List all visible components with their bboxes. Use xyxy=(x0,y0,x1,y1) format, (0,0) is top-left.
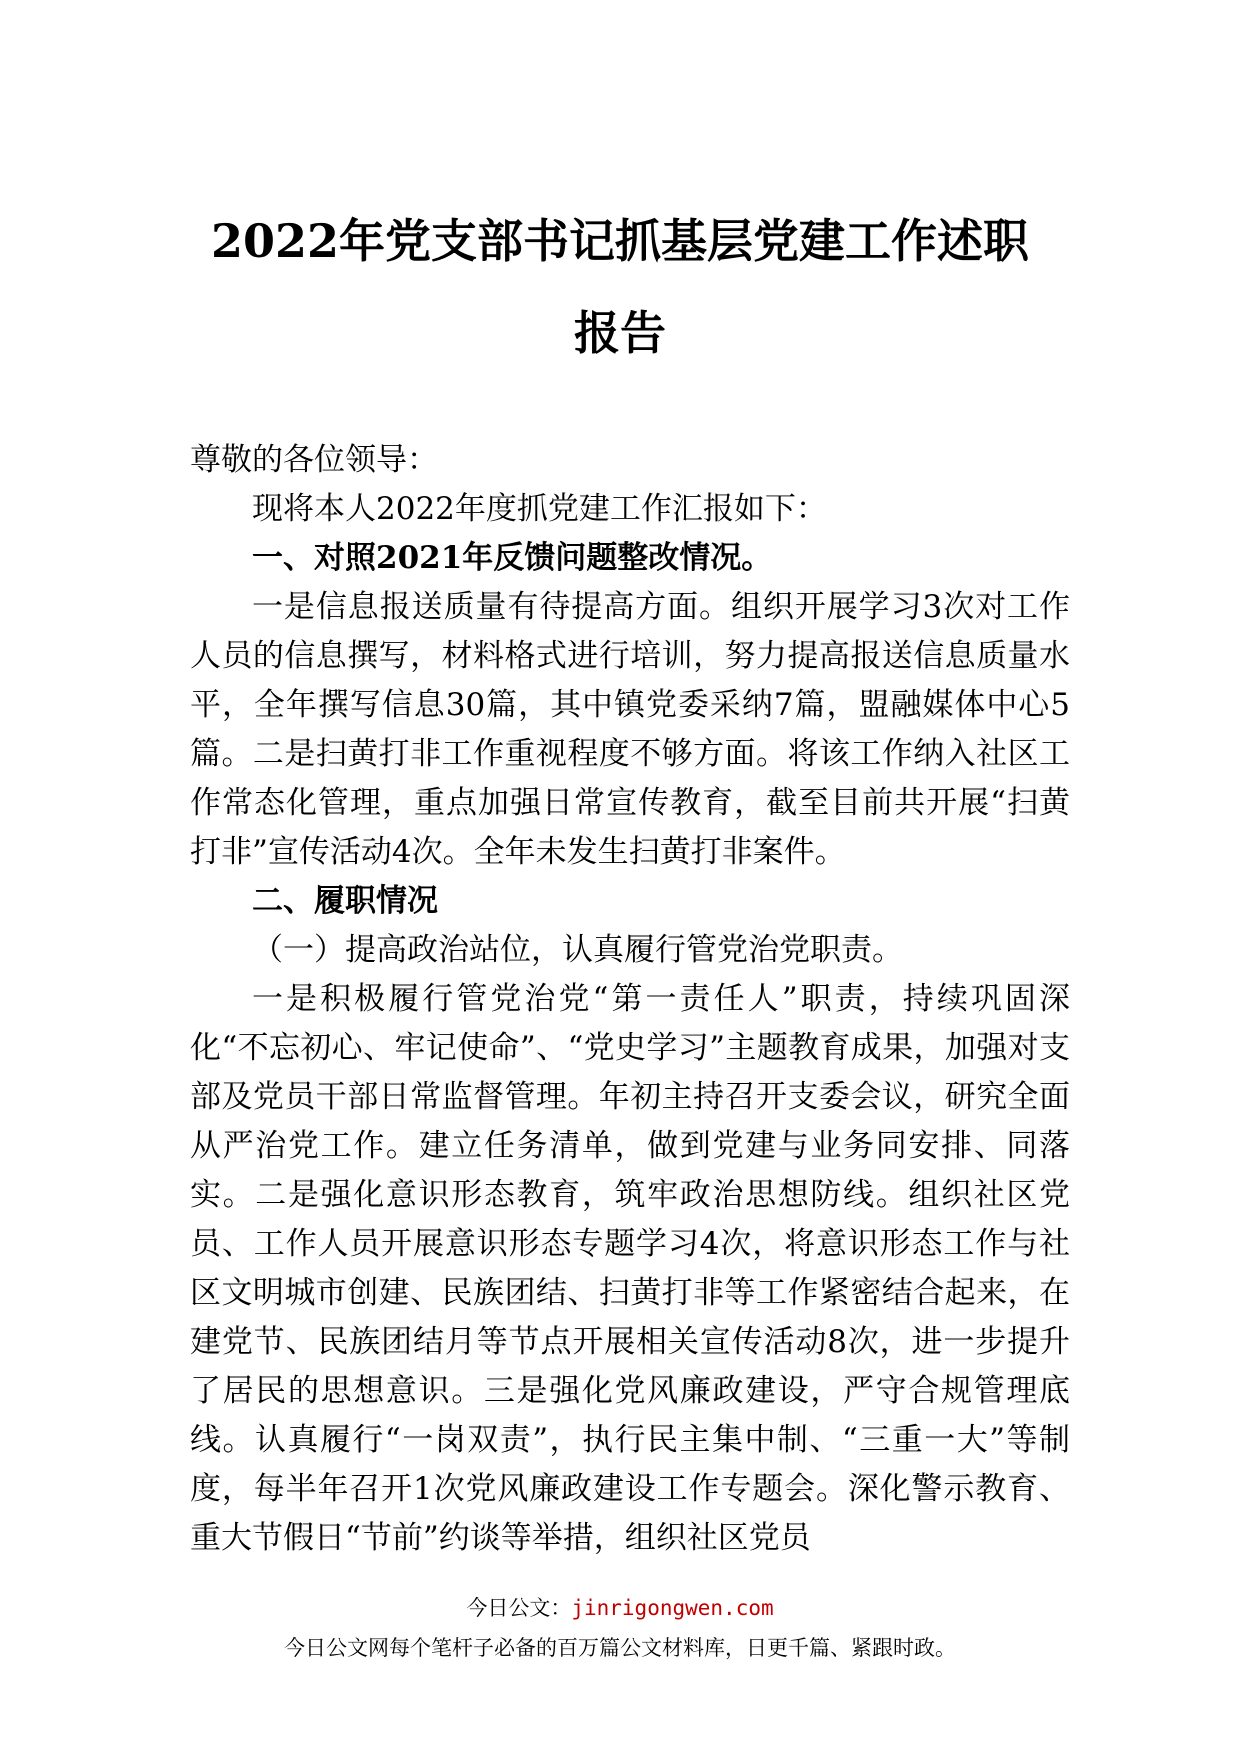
section-heading-2: 二、履职情况 xyxy=(252,883,438,919)
footer-site-link[interactable]: jinrigongwen.com xyxy=(571,1596,774,1620)
footer-tagline: 今日公文网每个笔杆子必备的百万篇公文材料库，日更千篇、紧跟时政。 xyxy=(284,1636,956,1660)
page-footer xyxy=(0,1593,1240,1665)
intro-paragraph: 现将本人2022年度抓党建工作汇报如下： xyxy=(252,491,827,527)
section-heading-1: 一、对照2021年反馈问题整改情况。 xyxy=(252,540,773,576)
body-paragraph: 一是积极履行管党治党“第一责任人”职责，持续巩固深化“不忘初心、牢记使命”、“党史学习”主题教育成果，加强对支部及党员干部日常监督管理。年初主持召开支委会议，研究全面从严治党工作。建立任务清单，做到党建与业务同安排、同落实。二是强化意识形态教育，筑牢政治思想防线。组织社区党员、工作人员开展意识形态专题学习4次，将意识形态工作与社区文明城市创建、民族团结、扫黄打非等工作紧密结合起来，在建党节、民族团结月等节点开展相关宣传活动8次，进一步提升了居民的思想意识。三是强化党风廉政建设，严守合规管理底线。认真履行“一岗双责”，执行民主集中制、“三重一大”等制度，每半年召开1次党风廉政建设工作专题会。深化警示教育、重大节假日“节前”约谈等举措，组织社区党员 xyxy=(190,981,1070,1556)
salutation: 尊敬的各位领导： xyxy=(190,442,438,478)
subsection-heading: （一）提高政治站位，认真履行管党治党职责。 xyxy=(252,932,903,968)
body-paragraph: 一是信息报送质量有待提高方面。组织开展学习3次对工作人员的信息撰写，材料格式进行培训，努力提高报送信息质量水平，全年撰写信息30篇，其中镇党委采纳7篇，盟融媒体中心5篇。二是扫黄打非工作重视程度不够方面。将该工作纳入社区工作常态化管理，重点加强日常宣传教育，截至目前共开展“扫黄打非”宣传活动4次。全年未发生扫黄打非案件。 xyxy=(190,589,1070,870)
document-title: 2022年党支部书记抓基层党建工作述职报告 xyxy=(210,214,1030,360)
footer-site xyxy=(0,1593,1240,1623)
footer-site-label: 今日公文： xyxy=(466,1596,572,1620)
document-body xyxy=(190,436,1070,1563)
